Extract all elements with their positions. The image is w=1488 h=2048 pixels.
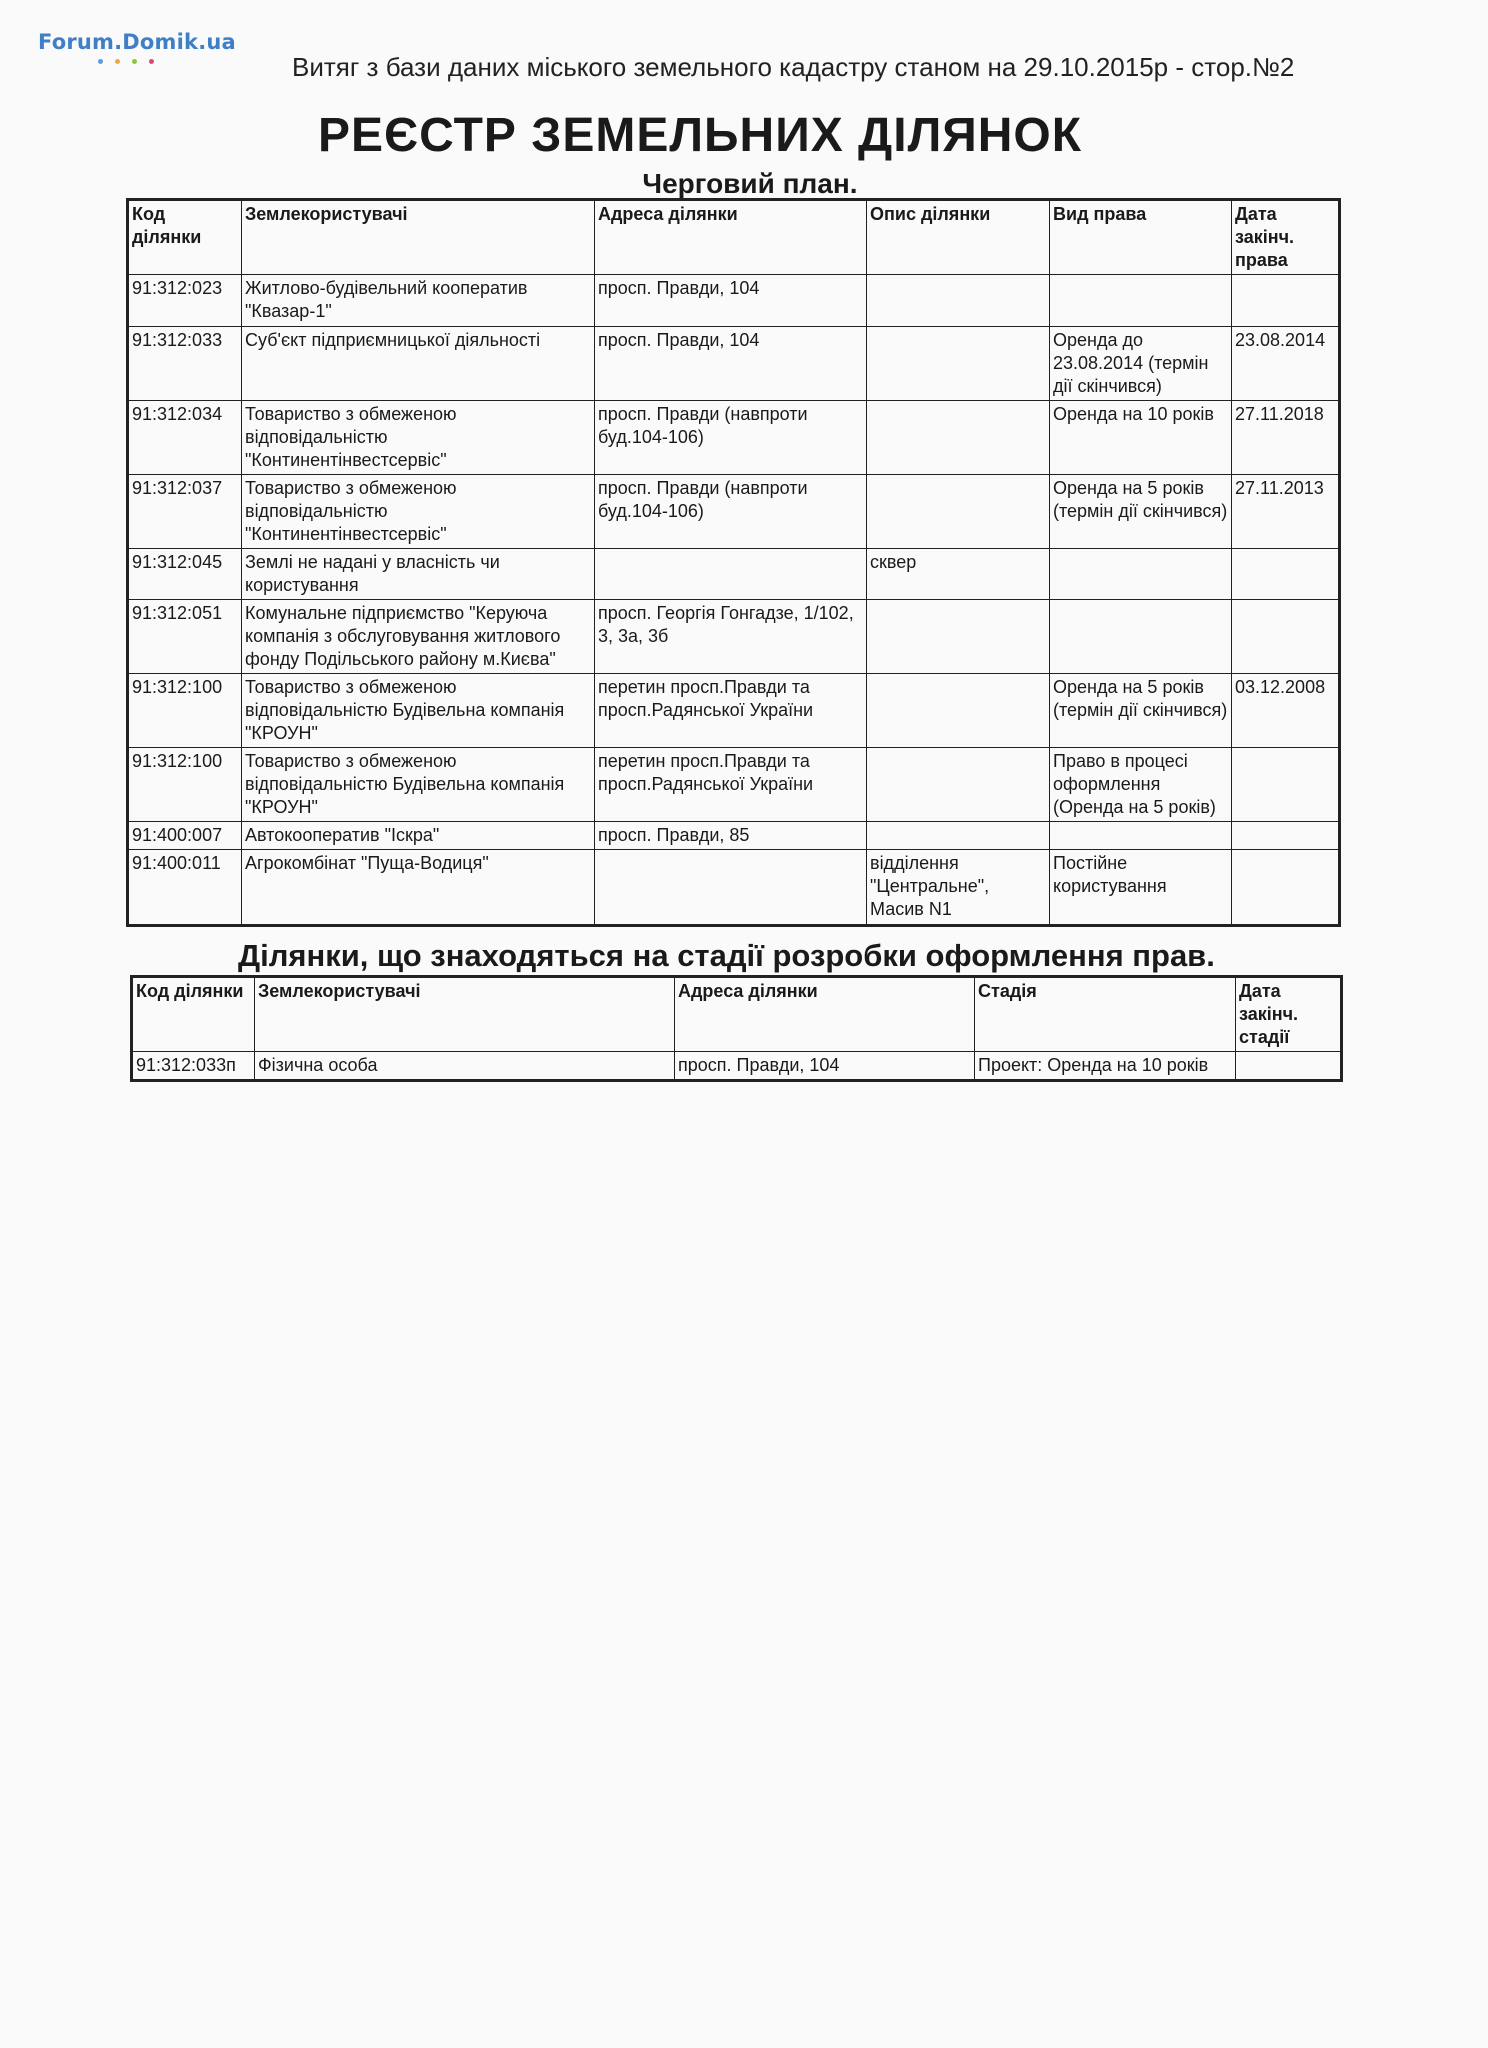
table-cell: Житлово-будівельний кооператив "Квазар-1" (242, 275, 595, 327)
column-header: Адреса ділянки (595, 200, 867, 275)
table-cell (1050, 600, 1232, 674)
table-cell: Товариство з обмеженою відповідальністю Будівельна компанія "КРОУН" (242, 674, 595, 748)
table-cell: відділення "Центральне", Масив N1 (867, 850, 1050, 926)
registry-table (126, 198, 1341, 927)
watermark-logo: Forum.Domik.ua (38, 30, 236, 54)
table-cell: Суб'єкт підприємницької діяльності (242, 327, 595, 401)
column-header: Дата закінч. стадії (1236, 977, 1342, 1052)
table-row (128, 275, 1340, 327)
table-cell: 91:312:100 (128, 748, 242, 822)
watermark-dot (115, 59, 120, 64)
watermark-dot (132, 59, 137, 64)
table-cell (1050, 275, 1232, 327)
table-cell: Оренда на 5 років (термін дії скінчився) (1050, 674, 1232, 748)
table-row (132, 1052, 1342, 1081)
extract-header: Витяг з бази даних міського земельного кадастру станом на 29.10.2015р - стор.№2 (292, 52, 1295, 82)
table-cell: Постійне користування (1050, 850, 1232, 926)
column-header: Землекористувачі (255, 977, 675, 1052)
column-header: Адреса ділянки (675, 977, 975, 1052)
table-cell: 91:312:033п (132, 1052, 255, 1081)
table-cell: 91:312:037 (128, 475, 242, 549)
column-header: Землекористувачі (242, 200, 595, 275)
table-cell (1050, 549, 1232, 600)
table-cell: просп. Правди (навпроти буд.104-106) (595, 475, 867, 549)
table-cell (595, 850, 867, 926)
table-cell: 91:312:034 (128, 401, 242, 475)
table-cell (867, 822, 1050, 850)
pending-table (130, 975, 1343, 1082)
table-cell: 27.11.2013 (1232, 475, 1340, 549)
table-cell: Оренда на 10 років (1050, 401, 1232, 475)
table-cell (1232, 822, 1340, 850)
pending-section-title: Ділянки, що знаходяться на стадії розробки оформлення прав. (238, 938, 1215, 973)
table-cell (1232, 275, 1340, 327)
table-cell (867, 401, 1050, 475)
table-cell: 23.08.2014 (1232, 327, 1340, 401)
table-row (128, 600, 1340, 674)
table-row (128, 327, 1340, 401)
page-title: РЕЄСТР ЗЕМЕЛЬНИХ ДІЛЯНОК (317, 109, 1083, 162)
watermark-dots (98, 59, 154, 64)
table-row (128, 822, 1340, 850)
table-row (128, 401, 1340, 475)
column-header: Вид права (1050, 200, 1232, 275)
table-cell: Автокооператив "Іскра" (242, 822, 595, 850)
table-cell (1232, 549, 1340, 600)
column-header: Опис ділянки (867, 200, 1050, 275)
table-cell: перетин просп.Правди та просп.Радянської України (595, 748, 867, 822)
table-cell: просп. Правди, 104 (595, 327, 867, 401)
table-cell: 91:312:045 (128, 549, 242, 600)
table-cell (1232, 748, 1340, 822)
table-row (128, 674, 1340, 748)
column-header: Дата закінч. права (1232, 200, 1340, 275)
table-cell: 91:312:033 (128, 327, 242, 401)
table-cell: 27.11.2018 (1232, 401, 1340, 475)
table-cell: сквер (867, 549, 1050, 600)
table-cell (1050, 822, 1232, 850)
table-row (128, 748, 1340, 822)
table-cell: Проект: Оренда на 10 років (975, 1052, 1236, 1081)
watermark-dot (149, 59, 154, 64)
table-cell (1232, 600, 1340, 674)
table-cell: перетин просп.Правди та просп.Радянської України (595, 674, 867, 748)
table-row (128, 475, 1340, 549)
table-cell (595, 549, 867, 600)
table-cell: Товариство з обмеженою відповідальністю Будівельна компанія "КРОУН" (242, 748, 595, 822)
table-cell (867, 275, 1050, 327)
column-header: Код ділянки (132, 977, 255, 1052)
table-cell: 91:400:007 (128, 822, 242, 850)
table-cell: Землі не надані у власність чи користування (242, 549, 595, 600)
table-cell: 03.12.2008 (1232, 674, 1340, 748)
table-row (128, 549, 1340, 600)
table-cell: просп. Правди (навпроти буд.104-106) (595, 401, 867, 475)
table-cell: Комунальне підприємство "Керуюча компанія з обслуговування житлового фонду Подільського району м.Києва" (242, 600, 595, 674)
table-cell: 91:312:100 (128, 674, 242, 748)
table-cell: просп. Георгія Гонгадзе, 1/102, 3, 3а, 3б (595, 600, 867, 674)
table-header-row (128, 200, 1340, 275)
table-header-row (132, 977, 1342, 1052)
table-cell: 91:312:023 (128, 275, 242, 327)
table-cell: Агрокомбінат "Пуща-Водиця" (242, 850, 595, 926)
table-cell: Товариство з обмеженою відповідальністю "Континентінвестсервіс" (242, 401, 595, 475)
column-header: Стадія (975, 977, 1236, 1052)
table-cell (867, 475, 1050, 549)
table-cell: 91:312:051 (128, 600, 242, 674)
table-cell (867, 674, 1050, 748)
table-cell: 91:400:011 (128, 850, 242, 926)
table-cell: просп. Правди, 104 (595, 275, 867, 327)
table-cell: Право в процесі оформлення (Оренда на 5 років) (1050, 748, 1232, 822)
column-header: Код ділянки (128, 200, 242, 275)
page-subtitle: Черговий план. (642, 168, 858, 199)
table-cell (1232, 850, 1340, 926)
table-cell: просп. Правди, 85 (595, 822, 867, 850)
table-cell (867, 600, 1050, 674)
table-cell: Оренда до 23.08.2014 (термін дії скінчився) (1050, 327, 1232, 401)
table-cell: просп. Правди, 104 (675, 1052, 975, 1081)
table-cell (867, 327, 1050, 401)
table-cell (1236, 1052, 1342, 1081)
table-row (128, 850, 1340, 926)
watermark-dot (98, 59, 103, 64)
table-cell: Товариство з обмеженою відповідальністю "Континентінвестсервіс" (242, 475, 595, 549)
table-cell: Оренда на 5 років (термін дії скінчився) (1050, 475, 1232, 549)
table-cell (867, 748, 1050, 822)
table-cell: Фізична особа (255, 1052, 675, 1081)
